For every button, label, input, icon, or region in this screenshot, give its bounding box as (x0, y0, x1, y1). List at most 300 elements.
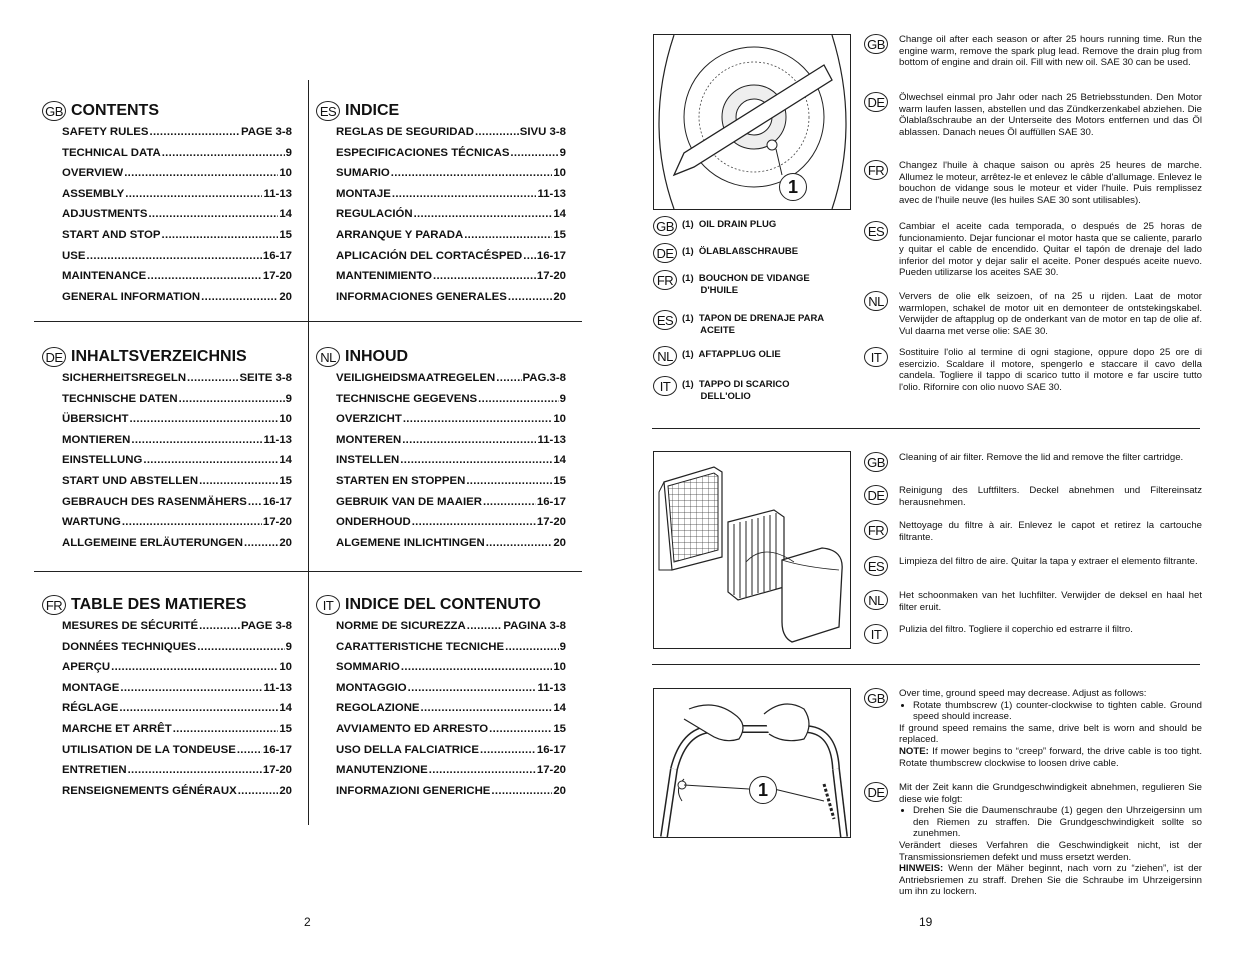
dot-leader (408, 682, 537, 694)
toc-entry (336, 496, 566, 517)
ground-speed-text-de (899, 782, 1202, 898)
toc-entry-label: MONTAGE (62, 681, 120, 694)
toc-entry-page: 9 (285, 146, 292, 159)
dot-leader (429, 764, 536, 776)
dot-leader (122, 516, 262, 528)
toc-entry-page: 20 (279, 290, 292, 303)
handle-drawing (654, 689, 850, 837)
dot-leader (402, 434, 536, 446)
toc-entry (62, 147, 292, 168)
toc-entry-page: 9 (285, 640, 292, 653)
dot-leader (201, 291, 278, 303)
toc-entry-page: 10 (279, 167, 292, 180)
oil-paragraph-de (864, 92, 1202, 138)
paragraph-text: Limpieza del filtro de aire. Quitar la tapa y extraer el elemento filtrante. (899, 556, 1198, 567)
toc-entry-page: 9 (559, 146, 566, 159)
lang-badge: ES (653, 310, 677, 330)
lang-badge: DE (653, 243, 677, 263)
air-filter-illustration (653, 451, 851, 649)
toc-entry-label: TECHNICAL DATA (62, 146, 161, 159)
dot-leader (179, 393, 285, 405)
paragraph-text: Cleaning of air filter. Remove the lid and remove the filter cartridge. (899, 452, 1184, 463)
toc-entry-label: GEBRUIK VAN DE MAAIER (336, 495, 482, 508)
toc-entry (336, 723, 566, 744)
lang-badge: GB (42, 101, 66, 121)
lang-badge: NL (864, 291, 888, 311)
toc-entry-page: 10 (279, 413, 292, 426)
lang-badge: DE (864, 92, 888, 112)
dot-leader (483, 496, 536, 508)
toc-entry-label: REGOLAZIONE (336, 702, 420, 715)
toc-header (316, 100, 566, 122)
dot-leader (496, 372, 521, 384)
toc-entry (336, 270, 566, 291)
oil-label-text: (1) OIL DRAIN PLUG (682, 219, 777, 230)
intro-text: Mit der Zeit kann die Grundgeschwindigkeit abnehmen, regulieren Sie diese wie folgt: (899, 782, 1202, 805)
dot-leader (400, 454, 552, 466)
toc-entry-label: DONNÉES TECHNIQUES (62, 640, 197, 653)
toc-entry-label: AVVIAMENTO ED ARRESTO (336, 722, 489, 735)
toc-section-gb (42, 100, 292, 311)
toc-entry (62, 454, 292, 475)
dot-leader (505, 641, 559, 653)
dot-leader (150, 126, 240, 138)
lang-badge: IT (864, 624, 888, 644)
toc-entry-page: 15 (553, 722, 566, 735)
oil-label-text: (1) BOUCHON DE VIDANGE D'HUILE (682, 273, 810, 296)
toc-entry (62, 126, 292, 147)
lang-badge: FR (864, 160, 888, 180)
toc-entry-label: MONTAJE (336, 187, 391, 200)
note-label: HINWEIS: (899, 863, 944, 875)
toc-entry-page: 10 (553, 661, 566, 674)
bullet-text: • Drehen Sie die Daumenschraube (1) gegen den Uhrzeigersinn um den Riemen zu straffen. Die Grundgeschwindigkeit sollte so zunehmen. (913, 805, 1202, 840)
oil-label-gb (653, 216, 776, 236)
toc-entry-label: MAINTENANCE (62, 270, 147, 283)
toc-entry-page: 17-20 (536, 516, 566, 529)
toc-entry-label: USE (62, 249, 86, 262)
toc-entry-label: CARATTERISTICHE TECNICHE (336, 640, 505, 653)
toc-entry (62, 516, 292, 537)
toc-entry-label: UTILISATION DE LA TONDEUSE (62, 743, 236, 756)
toc-entry-label: ENTRETIEN (62, 764, 127, 777)
toc-entry (336, 250, 566, 271)
toc-entry-label: VEILIGHEIDSMAATREGELEN (336, 372, 496, 384)
toc-entry-page: 11-13 (537, 433, 566, 446)
paragraph-text: Nettoyage du filtre à air. Enlevez le capot et retirez la cartouche filtrante. (899, 520, 1202, 543)
toc-entry-label: SOMMARIO (336, 661, 400, 674)
toc-entry-page: SEITE 3-8 (239, 372, 292, 384)
toc-entry-label: WARTUNG (62, 516, 121, 529)
toc-entry-page: 15 (279, 722, 292, 735)
ground-speed-gb (864, 688, 1202, 769)
toc-entry-page: 20 (279, 784, 292, 797)
toc-entry (336, 620, 566, 641)
filter-paragraph-fr (864, 520, 1202, 543)
toc-entry-label: START UND ABSTELLEN (62, 474, 199, 487)
toc-entry-page: 9 (559, 392, 566, 405)
toc-entry-label: SAFETY RULES (62, 126, 149, 138)
filter-paragraph-nl (864, 590, 1202, 613)
toc-list (316, 620, 566, 805)
toc-entry-page: 20 (279, 536, 292, 549)
toc-entry-label: ÜBERSICHT (62, 413, 129, 426)
toc-header (42, 100, 292, 122)
toc-row-divider (34, 571, 582, 572)
toc-entry-page: 14 (279, 454, 292, 467)
dot-leader (131, 434, 262, 446)
toc-entry-page: 16-17 (262, 249, 292, 262)
dot-leader (124, 167, 278, 179)
lang-badge: NL (864, 590, 888, 610)
dot-leader (237, 744, 262, 756)
toc-entry (336, 147, 566, 168)
toc-entry (336, 702, 566, 723)
lang-badge: IT (864, 347, 888, 367)
paragraph-text: Changez l'huile à chaque saison ou après 25 heures de marche. Allumez le moteur, arrêtez-le et enlevez le câble d'allumage. Enlevez le bouchon de vidange sous le moteur et vider l'huile. Puis remplissez avec de l'huile neuve (les huiles SAE 30 sont utilisables). (899, 160, 1202, 206)
toc-entry (62, 702, 292, 723)
toc-entry-page: 14 (279, 208, 292, 221)
oil-label-text: (1) TAPON DE DRENAJE PARA ACEITE (682, 313, 825, 336)
toc-entry (336, 434, 566, 455)
note-label: NOTE: (899, 745, 929, 757)
toc-entry-page: 11-13 (537, 187, 566, 200)
dot-leader (478, 393, 559, 405)
oil-label-fr (653, 270, 810, 297)
toc-header (316, 594, 566, 616)
note-body: Wenn der Mäher beginnt, nach vorn zu “ziehen”, ist der Antriebsriemen zu straff. Drehen Sie die Schraube im Uhrzeigersinn um ihn zu lockern. (899, 863, 1202, 898)
toc-entry (62, 475, 292, 496)
toc-entry-page: 16-17 (536, 249, 566, 262)
paragraph-text: Pulizia del filtro. Togliere il coperchio ed estrarre il filtro. (899, 624, 1133, 635)
toc-title: INDICE DEL CONTENUTO (345, 596, 541, 613)
dot-leader (491, 785, 552, 797)
toc-entry-page: PAGE 3-8 (240, 126, 292, 138)
dot-leader (433, 270, 536, 282)
toc-entry (62, 496, 292, 517)
toc-entry-page: 14 (279, 702, 292, 715)
toc-entry-page: 17-20 (262, 270, 292, 283)
lang-badge-gb: GB (864, 688, 888, 708)
filter-paragraph-de (864, 485, 1202, 508)
toc-entry-label: INSTELLEN (336, 454, 400, 467)
toc-entry-page: SIVU 3-8 (519, 126, 566, 138)
toc-section-es (316, 100, 566, 311)
paragraph-text: Ververs de olie elk seizoen, of na 25 u rijden. Laat de motor warmlopen, schakel de motor uit en demonteer de ontstekingskabel. Verwijder de aftapplug op de onderkant van de motor en tap de olie af. Vul daarna met verse olie: SAE 30. (899, 291, 1202, 337)
blade-underside-drawing (654, 35, 850, 209)
toc-entry-label: TECHNISCHE GEGEVENS (336, 392, 478, 405)
toc-entry (62, 764, 292, 785)
page-number-right: 19 (919, 915, 933, 929)
dot-leader (197, 641, 284, 653)
lang-badge: GB (864, 34, 888, 54)
oil-label-it (653, 376, 790, 403)
oil-label-nl (653, 346, 781, 366)
dot-leader (125, 188, 262, 200)
toc-header (42, 594, 292, 616)
lang-badge: IT (653, 376, 677, 396)
callout-number: 1 (779, 173, 807, 201)
toc-entry (62, 434, 292, 455)
toc-title: CONTENTS (71, 102, 159, 119)
toc-entry-label: OVERVIEW (62, 167, 124, 180)
toc-title: INDICE (345, 102, 400, 119)
toc-entry-label: EINSTELLUNG (62, 454, 143, 467)
oil-paragraph-it (864, 347, 1202, 393)
toc-entry (336, 744, 566, 765)
after-text: If ground speed remains the same, drive belt is worn and should be replaced. (899, 722, 1202, 746)
oil-label-text: (1) TAPPO DI SCARICO DELL'OLIO (682, 379, 790, 402)
toc-entry-label: REGLAS DE SEGURIDAD (336, 126, 474, 138)
toc-entry-page: 20 (553, 290, 566, 303)
lang-badge: FR (42, 595, 66, 615)
oil-paragraph-es (864, 221, 1202, 279)
toc-entry-page: 20 (553, 784, 566, 797)
toc-entry-label: ESPECIFICACIONES TÉCNICAS (336, 146, 510, 159)
after-text: Verändert dieses Verfahren die Geschwindigkeit nicht, ist der Transmissionsriemen defekt und muss ersetzt werden. (899, 839, 1202, 863)
air-filter-drawing (654, 452, 850, 648)
oil-label-de (653, 243, 798, 263)
dot-leader (128, 764, 262, 776)
toc-entry-page: 16-17 (262, 495, 292, 508)
oil-paragraph-gb (864, 34, 1202, 69)
toc-entry-label: SICHERHEITSREGELN (62, 372, 187, 384)
dot-leader (119, 702, 278, 714)
section-divider (652, 664, 1200, 665)
dot-leader (401, 661, 552, 673)
toc-entry-label: ONDERHOUD (336, 516, 411, 529)
toc-entry-page: 15 (553, 474, 566, 487)
lang-badge: ES (864, 556, 888, 576)
toc-row-divider (34, 321, 582, 322)
note-text (899, 863, 1202, 898)
toc-entry (336, 661, 566, 682)
toc-entry (336, 413, 566, 434)
toc-entry-page: 15 (279, 228, 292, 241)
lang-badge-de: DE (864, 782, 888, 802)
toc-entry (336, 229, 566, 250)
dot-leader (111, 661, 278, 673)
toc-entry-page: 15 (553, 228, 566, 241)
dot-leader (248, 496, 262, 508)
toc-entry (336, 126, 566, 147)
toc-list (42, 372, 292, 557)
toc-entry (336, 372, 566, 393)
dot-leader (412, 516, 536, 528)
toc-entry (336, 393, 566, 414)
toc-entry-label: GENERAL INFORMATION (62, 290, 201, 303)
toc-entry-page: 14 (553, 208, 566, 221)
toc-entry-page: PAG.3-8 (522, 372, 566, 384)
dot-leader (199, 475, 278, 487)
toc-section-de (42, 346, 292, 557)
toc-entry (336, 641, 566, 662)
dot-leader (120, 682, 262, 694)
toc-entry-label: INFORMACIONES GENERALES (336, 290, 507, 303)
toc-list (42, 126, 292, 311)
paragraph-text: Sostituire l'olio al termine di ogni stagione, oppure dopo 25 ore di esercizio. Scaldare il motore, spengerlo e staccare il cavo della candela. Togliere il tappo di scarico tutto il motore e far uscire tutto l'olio. Rifornire con olio nuovo SAE 30. (899, 347, 1202, 393)
lang-badge: GB (864, 452, 888, 472)
toc-entry-page: PAGE 3-8 (240, 620, 292, 632)
toc-entry (62, 785, 292, 806)
toc-entry (62, 291, 292, 312)
toc-entry-label: REGULACIÓN (336, 208, 413, 221)
note-body: If mower begins to “creep” forward, the drive cable is too tight. Rotate thumbscrew clockwise to loosen drive cable. (899, 745, 1202, 769)
toc-entry-label: SUMARIO (336, 167, 390, 180)
toc-entry (62, 188, 292, 209)
toc-entry-page: 17-20 (262, 516, 292, 529)
dot-leader (143, 454, 278, 466)
toc-entry-page: 11-13 (263, 187, 292, 200)
toc-entry (62, 682, 292, 703)
intro-text: Over time, ground speed may decrease. Adjust as follows: (899, 688, 1147, 699)
toc-header (42, 346, 292, 368)
toc-entry-label: ALGEMENE INLICHTINGEN (336, 536, 485, 549)
dot-leader (129, 413, 278, 425)
toc-entry (336, 516, 566, 537)
filter-paragraph-it (864, 624, 1202, 644)
toc-entry-label: APLICACIÓN DEL CORTACÉSPED (336, 249, 523, 262)
toc-entry-label: MONTAGGIO (336, 681, 407, 694)
toc-entry-label: OVERZICHT (336, 413, 402, 426)
lang-badge: FR (653, 270, 677, 290)
toc-entry (62, 744, 292, 765)
toc-section-it (316, 594, 566, 805)
toc-entry-label: ARRANQUE Y PARADA (336, 228, 464, 241)
lang-badge: NL (316, 347, 340, 367)
toc-entry (336, 537, 566, 558)
dot-leader (475, 126, 519, 138)
toc-entry (336, 764, 566, 785)
dot-leader (510, 147, 558, 159)
oil-paragraph-nl (864, 291, 1202, 337)
toc-title: TABLE DES MATIERES (71, 596, 247, 613)
oil-label-text: (1) ÖLABLAßSCHRAUBE (682, 246, 799, 257)
toc-section-fr (42, 594, 292, 805)
filter-paragraph-es (864, 556, 1202, 576)
toc-entry (336, 475, 566, 496)
filter-paragraph-gb (864, 452, 1202, 472)
toc-entry-label: APERÇU (62, 661, 111, 674)
toc-entry-page: 14 (553, 702, 566, 715)
dot-leader (147, 270, 262, 282)
toc-entry (336, 167, 566, 188)
toc-entry-page: 17-20 (536, 270, 566, 283)
toc-entry (62, 537, 292, 558)
dot-leader (162, 147, 285, 159)
dot-leader (467, 620, 503, 632)
page-number-left: 2 (304, 915, 311, 929)
toc-entry-page: 10 (279, 661, 292, 674)
toc-entry-page: 17-20 (536, 764, 566, 777)
toc-entry-label: MANUTENZIONE (336, 764, 428, 777)
toc-entry (62, 270, 292, 291)
toc-entry-page: 16-17 (536, 495, 566, 508)
toc-entry-page: 14 (553, 454, 566, 467)
toc-entry-page: 17-20 (262, 764, 292, 777)
toc-entry-page: 11-13 (263, 433, 292, 446)
toc-entry (62, 167, 292, 188)
toc-entry-label: USO DELLA FALCIATRICE (336, 743, 480, 756)
lang-badge: IT (316, 595, 340, 615)
toc-entry-label: STARTEN EN STOPPEN (336, 474, 466, 487)
oil-drain-illustration (653, 34, 851, 210)
toc-entry-page: PAGINA 3-8 (503, 620, 566, 632)
toc-entry-label: MANTENIMIENTO (336, 270, 432, 283)
toc-header (316, 346, 566, 368)
dot-leader (466, 475, 552, 487)
dot-leader (86, 250, 261, 262)
dot-leader (162, 229, 279, 241)
dot-leader (486, 537, 553, 549)
dot-leader (148, 208, 278, 220)
toc-entry (62, 372, 292, 393)
toc-entry-page: 9 (285, 392, 292, 405)
toc-entry-label: MARCHE ET ARRÊT (62, 722, 172, 735)
toc-entry (336, 785, 566, 806)
dot-leader (489, 723, 552, 735)
toc-entry-label: ASSEMBLY (62, 187, 125, 200)
toc-entry (62, 413, 292, 434)
toc-entry (62, 229, 292, 250)
toc-entry (336, 188, 566, 209)
handle-thumbscrew-illustration (653, 688, 851, 838)
toc-entry-label: ADJUSTMENTS (62, 208, 148, 221)
dot-leader (523, 250, 536, 262)
lang-badge: GB (653, 216, 677, 236)
paragraph-text: Het schoonmaken van het luchfilter. Verwijder de deksel en haal het filter eruit. (899, 590, 1202, 613)
dot-leader (403, 413, 553, 425)
oil-paragraph-fr (864, 160, 1202, 206)
paragraph-text: Ölwechsel einmal pro Jahr oder nach 25 Betriebsstunden. Den Motor warm laufen lassen, abstellen und das Zündkerzenkabel abziehen. Die Ölablaßschraube an der Unterseite des Motors entfernen und das Öl ablassen. Danach neues Öl auffüllen SAE 30. (899, 92, 1202, 138)
toc-entry-page: 16-17 (262, 743, 292, 756)
toc-entry-label: ALLGEMEINE ERLÄUTERUNGEN (62, 536, 243, 549)
toc-entry (62, 250, 292, 271)
toc-entry-page: 16-17 (536, 743, 566, 756)
toc-entry (336, 682, 566, 703)
toc-entry-page: 20 (553, 536, 566, 549)
paragraph-text: Reinigung des Luftfilters. Deckel abnehmen und Filtereinsatz herausnehmen. (899, 485, 1202, 508)
toc-entry (62, 620, 292, 641)
toc-entry (62, 641, 292, 662)
toc-entry-label: TECHNISCHE DATEN (62, 392, 178, 405)
paragraph-text: Change oil after each season or after 25 hours running time. Run the engine warm, remove the spark plug lead. Remove the drain plug from bottom of engine and drain oil. Fill with new oil. SAE 30 can be used. (899, 34, 1202, 69)
oil-label-text: (1) AFTAPPLUG OLIE (682, 349, 781, 360)
toc-entry (62, 208, 292, 229)
toc-title: INHOUD (345, 348, 409, 365)
dot-leader (173, 723, 279, 735)
dot-leader (508, 291, 552, 303)
dot-leader (199, 620, 240, 632)
toc-entry-label: INFORMAZIONI GENERICHE (336, 784, 491, 797)
toc-column-divider (308, 80, 309, 825)
toc-entry-label: START AND STOP (62, 228, 161, 241)
toc-entry (336, 291, 566, 312)
toc-entry-label: MESURES DE SÉCURITÉ (62, 620, 199, 632)
toc-entry-page: 9 (559, 640, 566, 653)
toc-entry-label: NORME DE SICUREZZA (336, 620, 466, 632)
section-divider (652, 428, 1200, 429)
lang-badge: ES (316, 101, 340, 121)
ground-speed-text-gb (899, 688, 1202, 769)
dot-leader (244, 537, 278, 549)
toc-list (316, 126, 566, 311)
toc-entry-page: 10 (553, 167, 566, 180)
lang-badge: ES (864, 221, 888, 241)
paragraph-text: Cambiar el aceite cada temporada, o después de 25 horas de funcionamiento. Dejar funcionar el motor hasta que se caliente, pararlo y quitar el cable de encendido. Quitar el tapón de drenaje del lado inferior del motor y dejar salir el aceite. Poner después aceite nuevo. Pueden utilizarse los aceites SAE 30. (899, 221, 1202, 279)
dot-leader (464, 229, 552, 241)
toc-entry-label: RÉGLAGE (62, 702, 119, 715)
